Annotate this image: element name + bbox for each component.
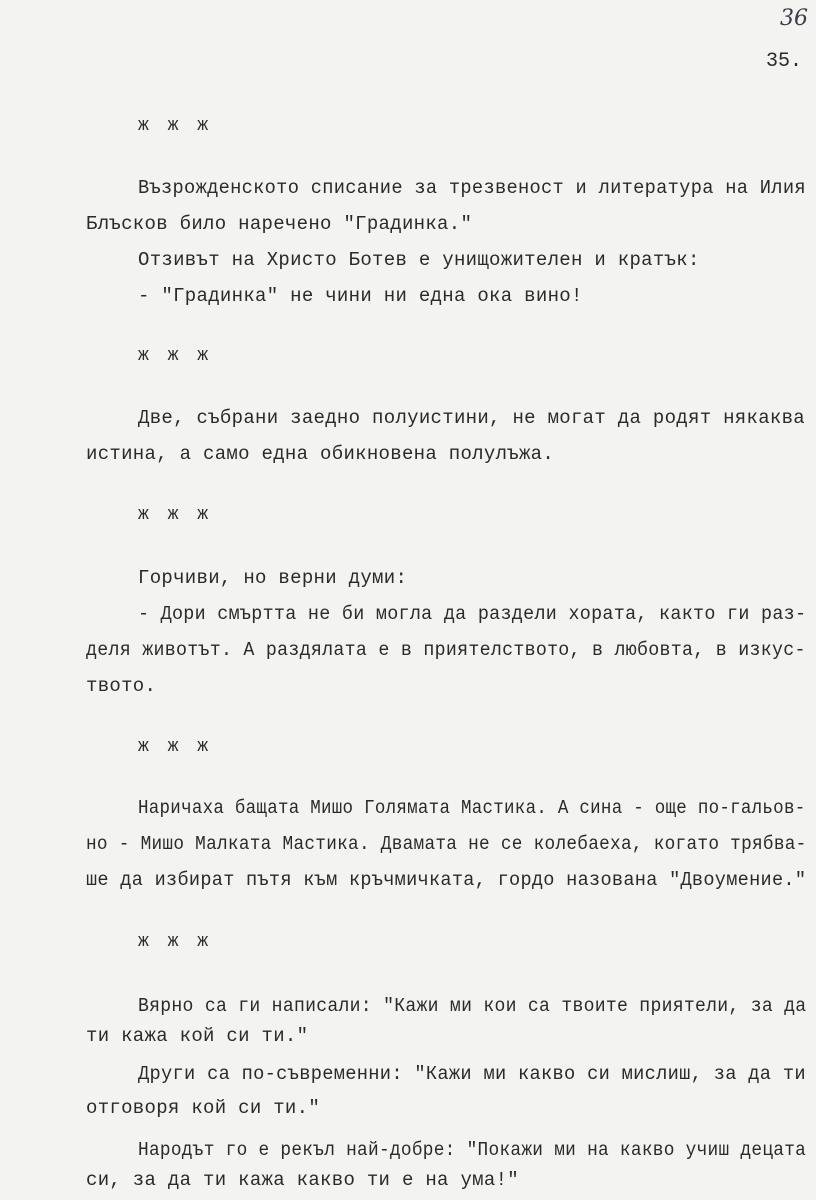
page-number: 35. [765,50,802,73]
paragraph-line: - "Градинка" не чини ни една ока вино! [138,285,583,307]
paragraph-line: ти кажа кой си ти." [86,1025,309,1047]
paragraph-line: Други са по-съвременни: "Кажи ми какво си мислиш, за да ти [138,1063,806,1085]
paragraph-line: - Дори смъртта не би могла да раздели хората, както ги раз- [138,603,807,625]
paragraph-line: Отзивът на Христо Ботев е унищожителен и кратък: [138,249,700,271]
paragraph-line: Наричаха бащата Мишо Голямата Мастика. А сина - още по-гальов- [138,797,806,819]
paragraph-line: но - Мишо Малката Мастика. Двамата не се колебаеха, когато трябва- [86,833,807,855]
paragraph-line: Блъсков било наречено "Градинка." [86,213,473,235]
separator: ж ж ж [138,932,213,952]
separator: ж ж ж [138,346,213,366]
paragraph-line: ше да избират пътя към кръчмичката, гордо назована "Двоумение." [86,869,807,891]
handwritten-page-number: 36 [780,6,808,31]
paragraph-line: отговоря кой си ти." [86,1097,321,1119]
paragraph-line: истина, а само една обикновена полулъжа. [86,443,555,465]
paragraph-line: Вярно са ги написали: "Кажи ми кои са твоите приятели, за да [138,995,807,1017]
separator: ж ж ж [138,505,213,525]
paragraph-line: твото. [86,675,157,697]
separator: ж ж ж [138,737,213,757]
separator: ж ж ж [138,116,213,136]
paragraph-line: деля животът. А раздялата е в приятелството, в любовта, в изкус- [86,639,806,661]
paragraph-line: Горчиви, но верни думи: [138,567,408,589]
paragraph-line: Народът го е рекъл най-добре: "Покажи ми на какво учиш децата [138,1139,807,1161]
paragraph-line: си, за да ти кажа какво ти е на ума!" [86,1169,519,1191]
paragraph-line: Две, събрани заедно полуистини, не могат да родят някаква [138,407,806,429]
paragraph-line: Възрожденското списание за трезвеност и литература на Илия [138,177,806,199]
